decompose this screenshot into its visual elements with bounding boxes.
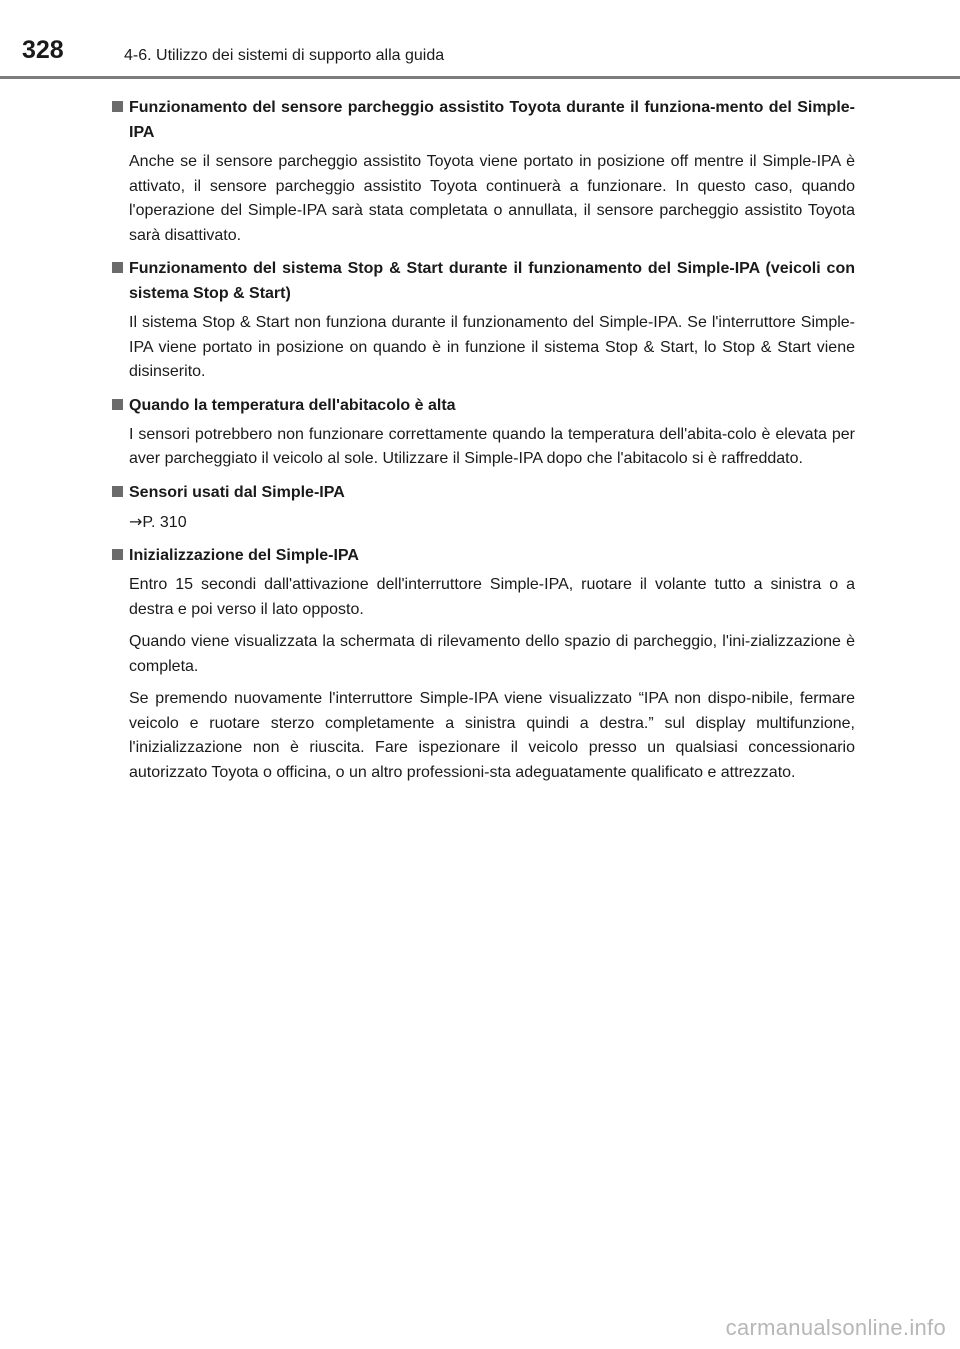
section-title bbox=[110, 95, 855, 145]
section-title bbox=[110, 543, 855, 568]
paragraph: Se premendo nuovamente l'interruttore Simple-IPA viene visualizzato “IPA non dispo-nibile, fermare veicolo e ruotare sterzo completamente a sinistra quindi a destra.” sul display multifunzione, l'inizializzazione non è riuscita. Fare ispezionare il veicolo presso un qualsiasi concessionario autorizzato Toyota o officina, o un altro professioni-sta adeguatamente qualificato e attrezzato. bbox=[129, 690, 855, 781]
section-title bbox=[110, 393, 855, 418]
watermark: carmanualsonline.info bbox=[725, 1315, 946, 1340]
square-bullet-icon bbox=[112, 399, 123, 410]
section-stop-start bbox=[110, 256, 855, 385]
square-bullet-icon bbox=[112, 549, 123, 560]
section-simple-ipa-parking-sensor bbox=[110, 95, 855, 248]
section-sensors-used bbox=[110, 480, 855, 536]
square-bullet-icon bbox=[112, 486, 123, 497]
paragraph: Il sistema Stop & Start non funziona durante il funzionamento del Simple-IPA. Se l'interruttore Simple-IPA viene portato in posizione on quando è in funzione il sistema Stop & Start, lo Stop & Start viene disinserito. bbox=[129, 314, 855, 380]
section-title-text: Funzionamento del sensore parcheggio assistito Toyota durante il funziona-mento del Simple-IPA bbox=[129, 99, 855, 141]
paragraph: Entro 15 secondi dall'attivazione dell'interruttore Simple-IPA, ruotare il volante tutto a sinistra o a destra e poi verso il lato opposto. bbox=[129, 576, 855, 618]
section-title-text: Sensori usati dal Simple-IPA bbox=[129, 483, 345, 501]
paragraph: Anche se il sensore parcheggio assistito Toyota viene portato in posizione off mentre il Simple-IPA è attivato, il sensore parcheggio assistito Toyota continuerà a funzionare. In questo caso, quando l'operazione del Simple-IPA sarà stata completata o annullata, il sensore parcheggio assistito Toyota sarà disattivato. bbox=[129, 153, 855, 244]
section-title bbox=[110, 256, 855, 306]
arrow-right-icon: → bbox=[129, 511, 143, 531]
page-reference[interactable] bbox=[129, 510, 855, 536]
square-bullet-icon bbox=[112, 101, 123, 112]
section-title-text: Funzionamento del sistema Stop & Start durante il funzionamento del Simple-IPA (veicoli con sistema Stop & Start) bbox=[129, 260, 855, 302]
header-divider bbox=[0, 76, 960, 79]
page-content bbox=[110, 95, 855, 793]
page-reference-text: P. 310 bbox=[142, 513, 187, 531]
section-cabin-temperature bbox=[110, 393, 855, 472]
paragraph: Quando viene visualizzata la schermata di rilevamento dello spazio di parcheggio, l'ini-zializzazione è completa. bbox=[129, 633, 855, 675]
page-header bbox=[0, 0, 960, 80]
page-number: 328 bbox=[22, 36, 64, 64]
square-bullet-icon bbox=[112, 262, 123, 273]
section-title-text: Quando la temperatura dell'abitacolo è alta bbox=[129, 396, 456, 414]
section-title-text: Inizializzazione del Simple-IPA bbox=[129, 547, 359, 564]
section-title bbox=[110, 480, 855, 505]
chapter-title: 4-6. Utilizzo dei sistemi di supporto alla guida bbox=[124, 47, 445, 64]
paragraph: I sensori potrebbero non funzionare correttamente quando la temperatura dell'abita-colo è elevata per aver parcheggiato il veicolo al sole. Utilizzare il Simple-IPA dopo che l'abitacolo si è raffreddato. bbox=[129, 425, 855, 467]
section-initialization bbox=[110, 543, 855, 785]
